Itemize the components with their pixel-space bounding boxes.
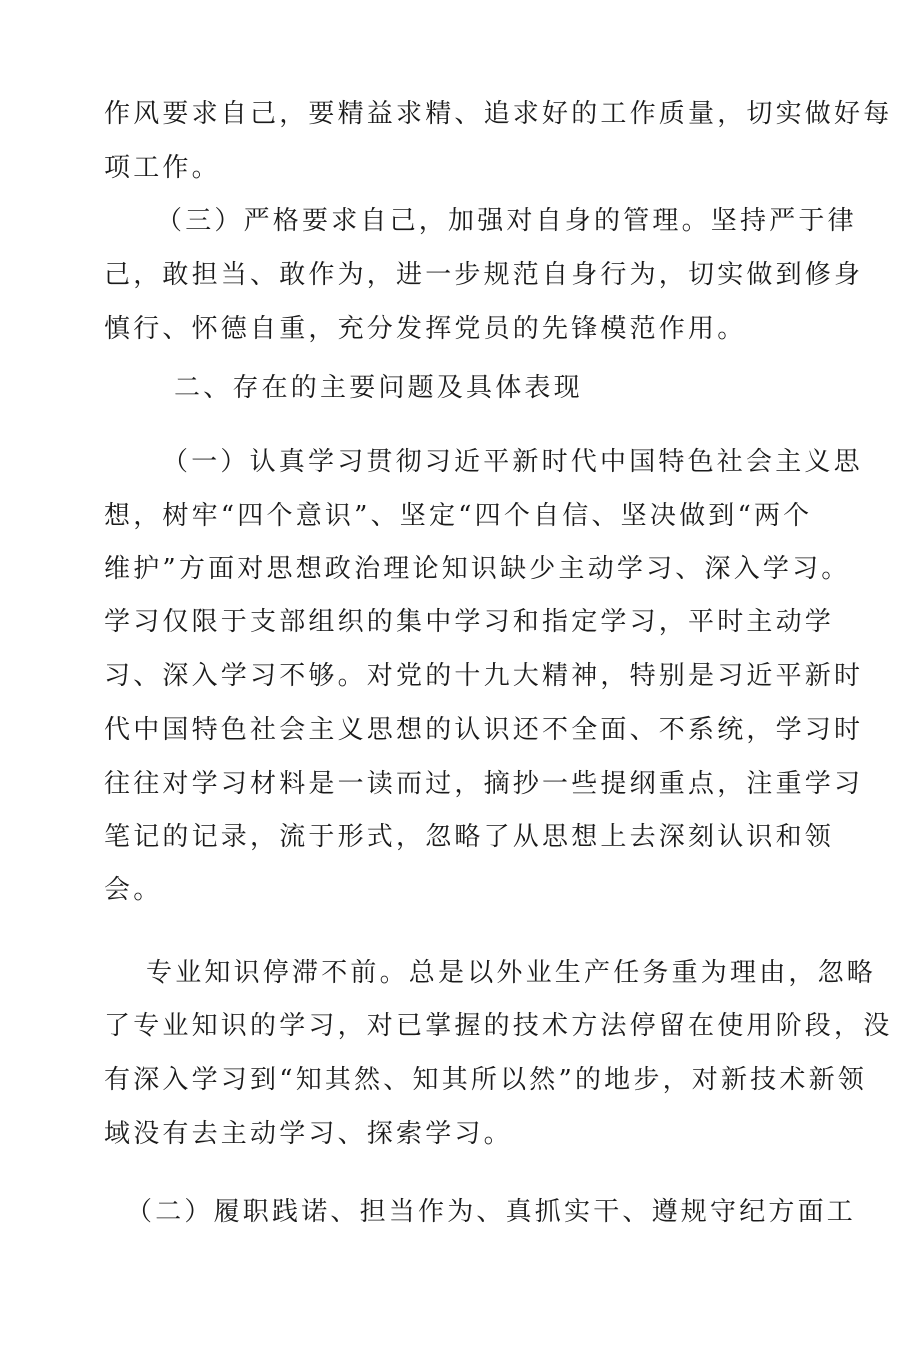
text-line: 维护”方面对思想政治理论知识缺少主动学习、深入学习。 — [104, 554, 851, 584]
text-line: 项工作。 — [104, 153, 221, 183]
paragraph-heading: （一）认真学习贯彻习近平新时代中国特色社会主义思 — [162, 447, 863, 477]
text-line: 会。 — [104, 875, 163, 905]
text-line: 笔记的记录，流于形式，忽略了从思想上去深刻认识和领 — [104, 822, 835, 852]
text-line: 己，敢担当、敢作为，进一步规范自身行为，切实做到修身 — [104, 260, 864, 290]
paragraph-heading: （二）履职践诺、担当作为、真抓实干、遵规守纪方面工 — [126, 1197, 857, 1227]
text-line: 往往对学习材料是一读而过，摘抄一些提纲重点，注重学习 — [104, 769, 864, 799]
text-line: 慎行、怀德自重，充分发挥党员的先锋模范作用。 — [104, 314, 747, 344]
text-line: 习、深入学习不够。对党的十九大精神，特别是习近平新时 — [104, 661, 864, 691]
text-line: 想，树牢“四个意识”、坚定“四个自信、坚决做到“两个 — [104, 501, 813, 531]
text-line: 了专业知识的学习，对已掌握的技术方法停留在使用阶段，没 — [104, 1011, 893, 1041]
text-line: 有深入学习到“知其然、知其所以然”的地步，对新技术新领 — [104, 1065, 867, 1095]
text-line: 作风要求自己，要精益求精、追求好的工作质量，切实做好每 — [104, 99, 893, 129]
text-line: 学习仅限于支部组织的集中学习和指定学习，平时主动学 — [104, 607, 835, 637]
paragraph-heading: （三）严格要求自己，加强对自身的管理。坚持严于律 — [156, 206, 857, 236]
text-line: 代中国特色社会主义思想的认识还不全面、不系统，学习时 — [104, 715, 864, 745]
section-heading: 二、存在的主要问题及具体表现 — [174, 373, 583, 403]
text-line: 域没有去主动学习、探索学习。 — [104, 1119, 513, 1149]
paragraph-start: 专业知识停滞不前。总是以外业生产任务重为理由，忽略 — [146, 958, 877, 988]
